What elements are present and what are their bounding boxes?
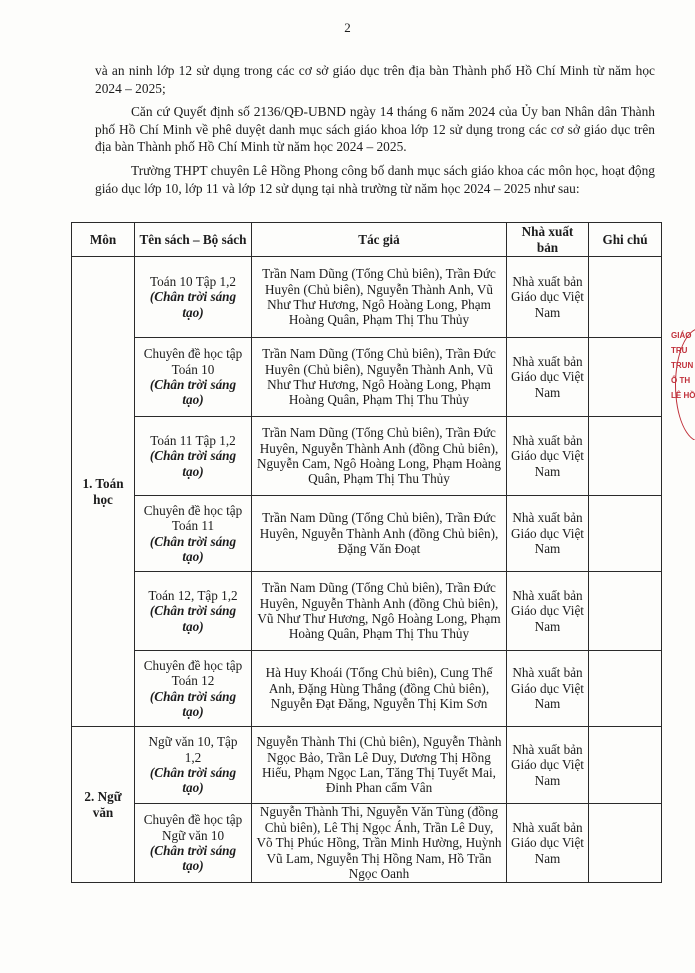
book-name: Toán 12, Tập 1,2: [148, 587, 238, 603]
publisher-cell: Nhà xuất bản Giáo dục Việt Nam: [507, 804, 589, 883]
book-series: (Chân trời sáng tạo): [149, 765, 237, 796]
textbook-table: [71, 222, 662, 883]
book-series: (Chân trời sáng tạo): [149, 289, 237, 320]
note-cell: [589, 804, 662, 883]
header-authors: Tác giả: [252, 223, 507, 257]
header-notes: Ghi chú: [589, 223, 662, 257]
note-cell: [589, 496, 662, 572]
book-title-cell: [135, 651, 252, 727]
book-title-cell: [135, 257, 252, 338]
table-row: [72, 257, 662, 338]
authors-cell: Trần Nam Dũng (Tổng Chủ biên), Trần Đức Huyên, Nguyễn Thành Anh (đồng Chủ biên), Đặng Văn Đoạt: [252, 496, 507, 572]
book-series: (Chân trời sáng tạo): [149, 688, 237, 719]
book-series: (Chân trời sáng tạo): [149, 533, 237, 564]
book-title-cell: [135, 804, 252, 883]
authors-cell: Trần Nam Dũng (Tổng Chủ biên), Trần Đức Huyên (Chủ biên), Nguyễn Thành Anh, Vũ Như Thư Hương, Ngô Hoàng Long, Phạm Hoàng Quân, Phạm Thị Thu Thủy: [252, 257, 507, 338]
book-series: (Chân trời sáng tạo): [149, 843, 237, 874]
stamp-text: LÊ HỒ: [671, 391, 695, 400]
table-row: [72, 572, 662, 651]
book-name: Toán 11 Tập 1,2: [150, 432, 236, 448]
book-name: Chuyên đề học tập Ngữ văn 10: [143, 812, 243, 843]
publisher-cell: Nhà xuất bản Giáo dục Việt Nam: [507, 727, 589, 804]
book-series: (Chân trời sáng tạo): [149, 448, 237, 479]
note-cell: [589, 572, 662, 651]
paragraph: Trường THPT chuyên Lê Hồng Phong công bố danh mục sách giáo khoa các môn học, hoạt động giáo dục lớp 10, lớp 11 và lớp 12 sử dụng tại nhà trường từ năm học 2024 – 2025 như sau:: [95, 162, 655, 196]
book-title-cell: [135, 496, 252, 572]
official-stamp: [671, 328, 695, 440]
note-cell: [589, 651, 662, 727]
header-book-title: Tên sách – Bộ sách: [135, 223, 252, 257]
book-name: Toán 10 Tập 1,2: [149, 273, 236, 289]
book-title-cell: [135, 727, 252, 804]
intro-text: [95, 62, 655, 197]
book-title-cell: [135, 417, 252, 496]
authors-cell: Nguyễn Thành Thi, Nguyễn Văn Tùng (đồng Chủ biên), Lê Thị Ngọc Ánh, Trần Lê Duy, Võ Thị Phúc Hồng, Trần Minh Hường, Huỳnh Vũ Lam, Nguyễn Thị Hồng Nam, Hồ Trần Ngọc Oanh: [252, 804, 507, 883]
book-title-cell: [135, 572, 252, 651]
publisher-cell: Nhà xuất bản Giáo dục Việt Nam: [507, 572, 589, 651]
authors-cell: Trần Nam Dũng (Tổng Chủ biên), Trần Đức Huyên (Chủ biên), Nguyễn Thành Anh, Vũ Như Thư Hương, Ngô Hoàng Long, Phạm Hoàng Quân, Phạm Thị Thu Thủy: [252, 338, 507, 417]
authors-cell: Nguyễn Thành Thi (Chủ biên), Nguyễn Thành Ngọc Bảo, Trần Lê Duy, Dương Thị Hồng Hiếu, Phạm Ngọc Lan, Tăng Thị Tuyết Mai, Đinh Phan cẩm Vân: [252, 727, 507, 804]
page-number: 2: [344, 20, 351, 35]
subject-math: 1. Toán học: [72, 257, 135, 727]
note-cell: [589, 727, 662, 804]
table-row: [72, 496, 662, 572]
header-publisher: Nhà xuất bản: [507, 223, 589, 257]
note-cell: [589, 417, 662, 496]
note-cell: [589, 338, 662, 417]
subject-literature: 2. Ngữ văn: [72, 727, 135, 883]
stamp-text: TRUN: [671, 361, 694, 370]
book-name: Ngữ văn 10, Tập 1,2: [148, 734, 238, 765]
authors-cell: Hà Huy Khoái (Tổng Chủ biên), Cung Thế Anh, Đặng Hùng Thắng (đồng Chủ biên), Nguyễn Đạt Đăng, Nguyễn Thị Kim Sơn: [252, 651, 507, 727]
book-title-cell: [135, 338, 252, 417]
authors-cell: Trần Nam Dũng (Tổng Chủ biên), Trần Đức Huyên, Nguyễn Thành Anh (đồng Chủ biên), Nguyễn Cam, Ngô Hoàng Long, Phạm Hoàng Quân, Phạm Thị Thu Thủy: [252, 417, 507, 496]
book-name: Chuyên đề học tập Toán 10: [143, 346, 243, 377]
publisher-cell: Nhà xuất bản Giáo dục Việt Nam: [507, 338, 589, 417]
book-series: (Chân trời sáng tạo): [149, 377, 237, 408]
publisher-cell: Nhà xuất bản Giáo dục Việt Nam: [507, 257, 589, 338]
table-row: [72, 727, 662, 804]
table-header-row: [72, 223, 662, 257]
stamp-text: Ô TH: [671, 376, 691, 385]
note-cell: [589, 257, 662, 338]
paragraph: và an ninh lớp 12 sử dụng trong các cơ sở giáo dục trên địa bàn Thành phố Hồ Chí Minh từ năm học 2024 – 2025;: [95, 63, 655, 96]
table-row: [72, 417, 662, 496]
publisher-cell: Nhà xuất bản Giáo dục Việt Nam: [507, 651, 589, 727]
book-series: (Chân trời sáng tạo): [149, 603, 237, 634]
table-row: [72, 338, 662, 417]
book-name: Chuyên đề học tập Toán 12: [143, 657, 243, 689]
stamp-text: GIÁO: [671, 331, 692, 340]
stamp-text: TRU: [671, 346, 688, 355]
book-name: Chuyên đề học tập Toán 11: [143, 502, 243, 534]
table-row: [72, 804, 662, 883]
header-subject: Môn: [72, 223, 135, 257]
authors-cell: Trần Nam Dũng (Tổng Chủ biên), Trần Đức Huyên, Nguyễn Thành Anh (đồng Chủ biên), Vũ Như Thư Hương, Ngô Hoàng Long, Phạm Hoàng Quân, Phạm Thị Thu Thủy: [252, 572, 507, 651]
paragraph: Căn cứ Quyết định số 2136/QĐ-UBND ngày 14 tháng 6 năm 2024 của Ủy ban Nhân dân Thành phố Hồ Chí Minh về phê duyệt danh mục sách giáo khoa lớp 12 sử dụng trong các cơ sở giáo dục trên địa bàn Thành phố Hồ Chí Minh từ năm học 2024 – 2025.: [95, 104, 655, 155]
publisher-cell: Nhà xuất bản Giáo dục Việt Nam: [507, 417, 589, 496]
table-row: [72, 651, 662, 727]
publisher-cell: Nhà xuất bản Giáo dục Việt Nam: [507, 496, 589, 572]
